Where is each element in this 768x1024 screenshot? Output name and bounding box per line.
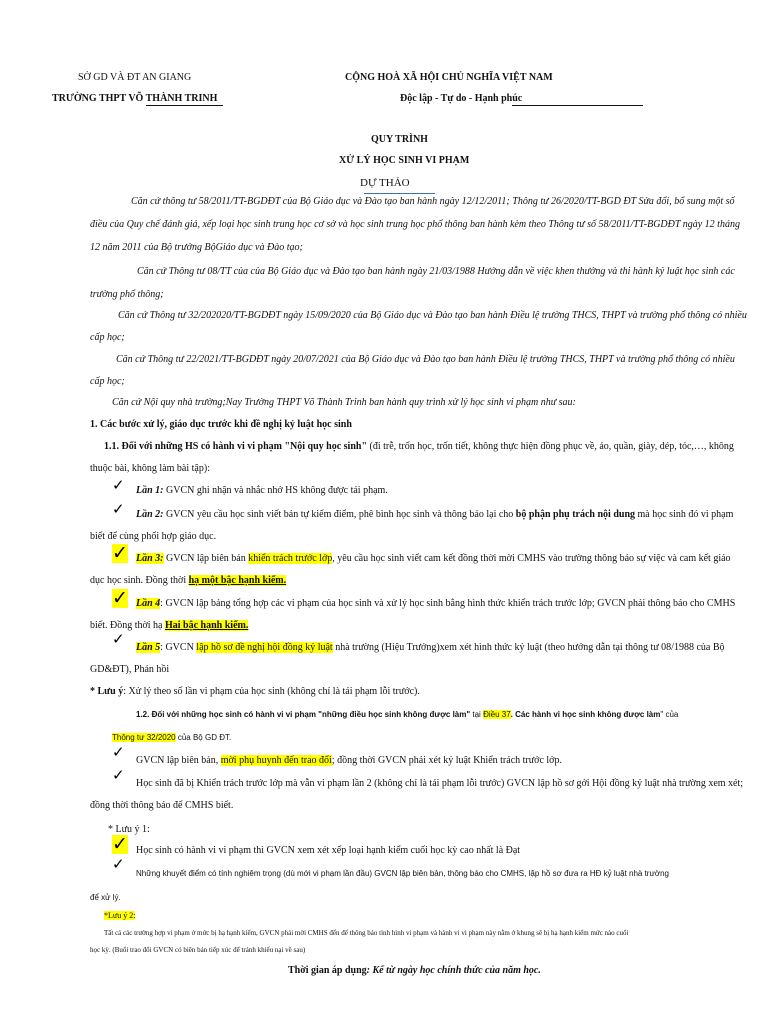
- section12-title: 1.2. Đối với những học sinh có hành vi vi phạm "những điều học sinh không được làm": [136, 710, 471, 719]
- preamble-5: Căn cứ Nội quy nhà trường;Nay Trường THPT Võ Thành Trinh ban hành quy trình xử lý học sinh vi phạm như sau:: [112, 397, 576, 408]
- step1-label: Lần 1:: [136, 485, 164, 496]
- step1: [136, 485, 388, 496]
- step3-text1: GVCN lập biên bản: [163, 553, 249, 564]
- check-icon: ✓: [112, 543, 128, 564]
- section12-line1: [136, 710, 678, 719]
- doc-title-line2: XỬ LÝ HỌC SINH VI PHẠM: [339, 155, 470, 166]
- section11-desc: (đi trễ, trốn học, trốn tiết, không thực hiện đồng phục về, áo, quần, giày, dép, tóc,…, không: [367, 441, 734, 452]
- preamble-1b: điều của Quy chế đánh giá, xếp loại học sinh trung học cơ sở và học sinh trung học phổ thông ban hành kèm theo Thông tư số 58/2011/TT-BGDĐT ngày 12 tháng: [90, 219, 740, 230]
- step4-label: Lần 4: [136, 598, 161, 609]
- step5-text2: nhà trường (Hiệu Trưởng)xem xét hình thức kỷ luật (theo hướng dẫn tại thông tư 08/1988 của Bộ: [332, 642, 725, 653]
- section12-article: Điều 37: [483, 710, 511, 719]
- step4-text: : GVCN lập bảng tổng hợp các vi phạm của học sinh và xử lý học sinh bằng hình thức khiển trách trước lớp; GVCN phải thông báo cho CMHS: [160, 598, 736, 609]
- step2: [136, 509, 733, 520]
- step4-line2-text: biết. Đồng thời hạ: [90, 620, 165, 631]
- check-icon: ✓: [112, 768, 125, 784]
- effective-label: Thời gian áp dụng: [288, 965, 367, 976]
- section12-circular: Thông tư 32/2020: [112, 733, 176, 742]
- step3: [136, 553, 731, 564]
- doc-title-line1: QUY TRÌNH: [371, 134, 428, 145]
- section11-line1: [104, 441, 734, 452]
- step3-highlight: khiển trách trước lớp: [248, 553, 333, 564]
- step2-line2: biết để cùng phối hợp giáo dục.: [90, 531, 217, 542]
- preamble-1a: Căn cứ thông tư 58/2011/TT-BGDĐT của Bộ Giáo dục và Đào tạo ban hành ngày 12/12/2011; Thông tư 26/2020/TT-BGD ĐT Sửa đổi, bổ sung một số: [131, 196, 735, 207]
- note-section1: [90, 686, 420, 697]
- section12-line2: [112, 733, 231, 742]
- effective-date: [288, 965, 541, 976]
- section12-tail: " của: [660, 710, 679, 719]
- step2-tail: mà học sinh đó vi phạm: [635, 509, 734, 520]
- section12-title2: . Các hành vi học sinh không được làm: [510, 710, 661, 719]
- note1-item2b: để xử lý.: [90, 893, 121, 902]
- step1-text: GVCN ghi nhận và nhắc nhở HS không được tái phạm.: [163, 485, 388, 496]
- nation-motto: Độc lập - Tự do - Hạnh phúc: [400, 93, 523, 104]
- check-icon: ✓: [112, 502, 125, 518]
- check-icon: ✓: [112, 632, 125, 648]
- rule12-b1-text1: GVCN lập biên bản,: [136, 755, 221, 766]
- check-icon: ✓: [112, 588, 128, 609]
- effective-value: : Kể từ ngày học chính thức của năm học.: [366, 965, 541, 976]
- preamble-3b: cấp học;: [90, 332, 125, 343]
- step4-line2: [90, 620, 248, 631]
- step5-line2: GD&ĐT), Phản hồi: [90, 664, 170, 675]
- section11-line2: thuộc bài, không làm bài tập):: [90, 463, 210, 474]
- step3-label: Lần 3:: [136, 553, 164, 564]
- note1-label: * Lưu ý 1:: [108, 824, 150, 835]
- step2-label: Lần 2:: [136, 509, 164, 520]
- preamble-4a: Căn cứ Thông tư 22/2021/TT-BGDĐT ngày 20/07/2021 của Bộ Giáo dục và Đào tạo ban hành Điều lệ trường THCS, THPT và trường phổ thông có nhiều: [116, 354, 735, 365]
- rule12-b1-text2: ; đồng thời GVCN phải xét kỷ luật Khiển trách trước lớp.: [331, 755, 562, 766]
- step3-conduct: hạ một bậc hạnh kiểm.: [188, 575, 287, 586]
- school-underline: [146, 105, 223, 106]
- step4-conduct: Hai bậc hạnh kiểm.: [165, 620, 249, 631]
- step3-text2: , yêu cầu học sinh viết cam kết đồng thời mời CMHS vào trường thông báo sự việc và cam kết giáo: [332, 553, 731, 564]
- step5-highlight: lập hồ sơ đề nghị hội đồng kỷ luật: [196, 642, 333, 653]
- step3-line2: [90, 575, 286, 586]
- step2-text: GVCN yêu cầu học sinh viết bản tự kiểm điểm, phê bình học sinh và thông báo lại cho: [163, 509, 516, 520]
- step2-dept: bộ phận phụ trách nội dung: [515, 509, 636, 520]
- rule12-bullet2b: đồng thời thông báo để CMHS biết.: [90, 800, 234, 811]
- step5: [136, 642, 725, 653]
- org-name: SỞ GD VÀ ĐT AN GIANG: [78, 72, 192, 83]
- step3-line2-text: dục học sinh. Đồng thời: [90, 575, 189, 586]
- preamble-4b: cấp học;: [90, 376, 125, 387]
- school-name: TRƯỜNG THPT VÕ THÀNH TRINH: [52, 93, 218, 104]
- section12-line2-text: của Bộ GD ĐT.: [175, 733, 232, 742]
- note2-text-a: Tất cả các trường hợp vi phạm ở mức bị hạ hạnh kiểm, GVCN phải mời CMHS đến để thông báo tình hình vi phạm và hành vi vi phạm này nằm ở khung sẽ bị hạ hạnh kiểm mức nào cuối: [104, 929, 629, 937]
- check-icon: ✓: [112, 857, 125, 873]
- preamble-1c: 12 năm 2011 của Bộ trưởng BộGiáo dục và Đào tạo;: [90, 242, 303, 253]
- rule12-b1-highlight: mời phụ huynh đến trao đổi: [220, 755, 332, 766]
- draft-rule: [364, 193, 435, 194]
- preamble-2a: Căn cứ Thông tư 08/TT của của Bộ Giáo dục và Đào tạo ban hành ngày 21/03/1988 Hướng dẫn về việc khen thưởng và thi hành kỷ luật học sinh các: [137, 266, 735, 277]
- step4: [136, 598, 735, 609]
- section1-heading: 1. Các bước xử lý, giáo dục trước khi đề nghị kỷ luật học sinh: [90, 419, 352, 430]
- step5-text1: : GVCN: [160, 642, 197, 653]
- preamble-3a: Căn cứ Thông tư 32/202020/TT-BGDĐT ngày 15/09/2020 của Bộ Giáo dục và Đào tạo ban hành Điều lệ trường THCS, THPT và trường phổ thông có nhiều: [118, 310, 747, 321]
- draft-label: DỰ THẢO: [360, 177, 410, 189]
- note-text: : Xử lý theo số lần vi phạm của học sinh (không chỉ là tái phạm lỗi trước).: [123, 686, 420, 697]
- check-icon: ✓: [112, 745, 125, 761]
- note1-item1: Học sinh có hành vi vi phạm thì GVCN xem xét xếp loại hạnh kiểm cuối học kỳ cao nhất là Đạt: [136, 845, 521, 856]
- nation-title: CỘNG HOÀ XÃ HỘI CHỦ NGHĨA VIỆT NAM: [345, 72, 553, 83]
- check-icon: ✓: [112, 834, 128, 855]
- note2-label: *Lưu ý 2:: [104, 911, 136, 920]
- step5-label: Lần 5: [136, 642, 161, 653]
- section12-mid: tại: [470, 710, 484, 719]
- section11-title: 1.1. Đối với những HS có hành vi vi phạm "Nội quy học sinh": [104, 441, 367, 452]
- rule12-bullet1: [136, 755, 562, 766]
- rule12-bullet2a: Học sinh đã bị Khiển trách trước lớp mà vẫn vi phạm lần 2 (không chỉ là tái phạm lỗi trước) GVCN lập hồ sơ gởi Hội đồng kỷ luật nhà trường xem xét;: [136, 778, 744, 789]
- note1-item2a: Những khuyết điểm có tính nghiêm trọng (dù mới vi phạm lần đầu) GVCN lập biên bản, thông báo cho CMHS, lập hồ sơ đưa ra HĐ kỷ luật nhà trường: [136, 869, 669, 878]
- check-icon: ✓: [112, 478, 125, 494]
- note2-text-b: học kỳ. (Buổi trao đổi GVCN có biên bản tiếp xúc để tránh khiếu nại về sau): [90, 946, 306, 954]
- note-label: * Lưu ý: [90, 686, 124, 697]
- preamble-2b: trường phổ thông;: [90, 289, 164, 300]
- motto-underline: [512, 105, 643, 106]
